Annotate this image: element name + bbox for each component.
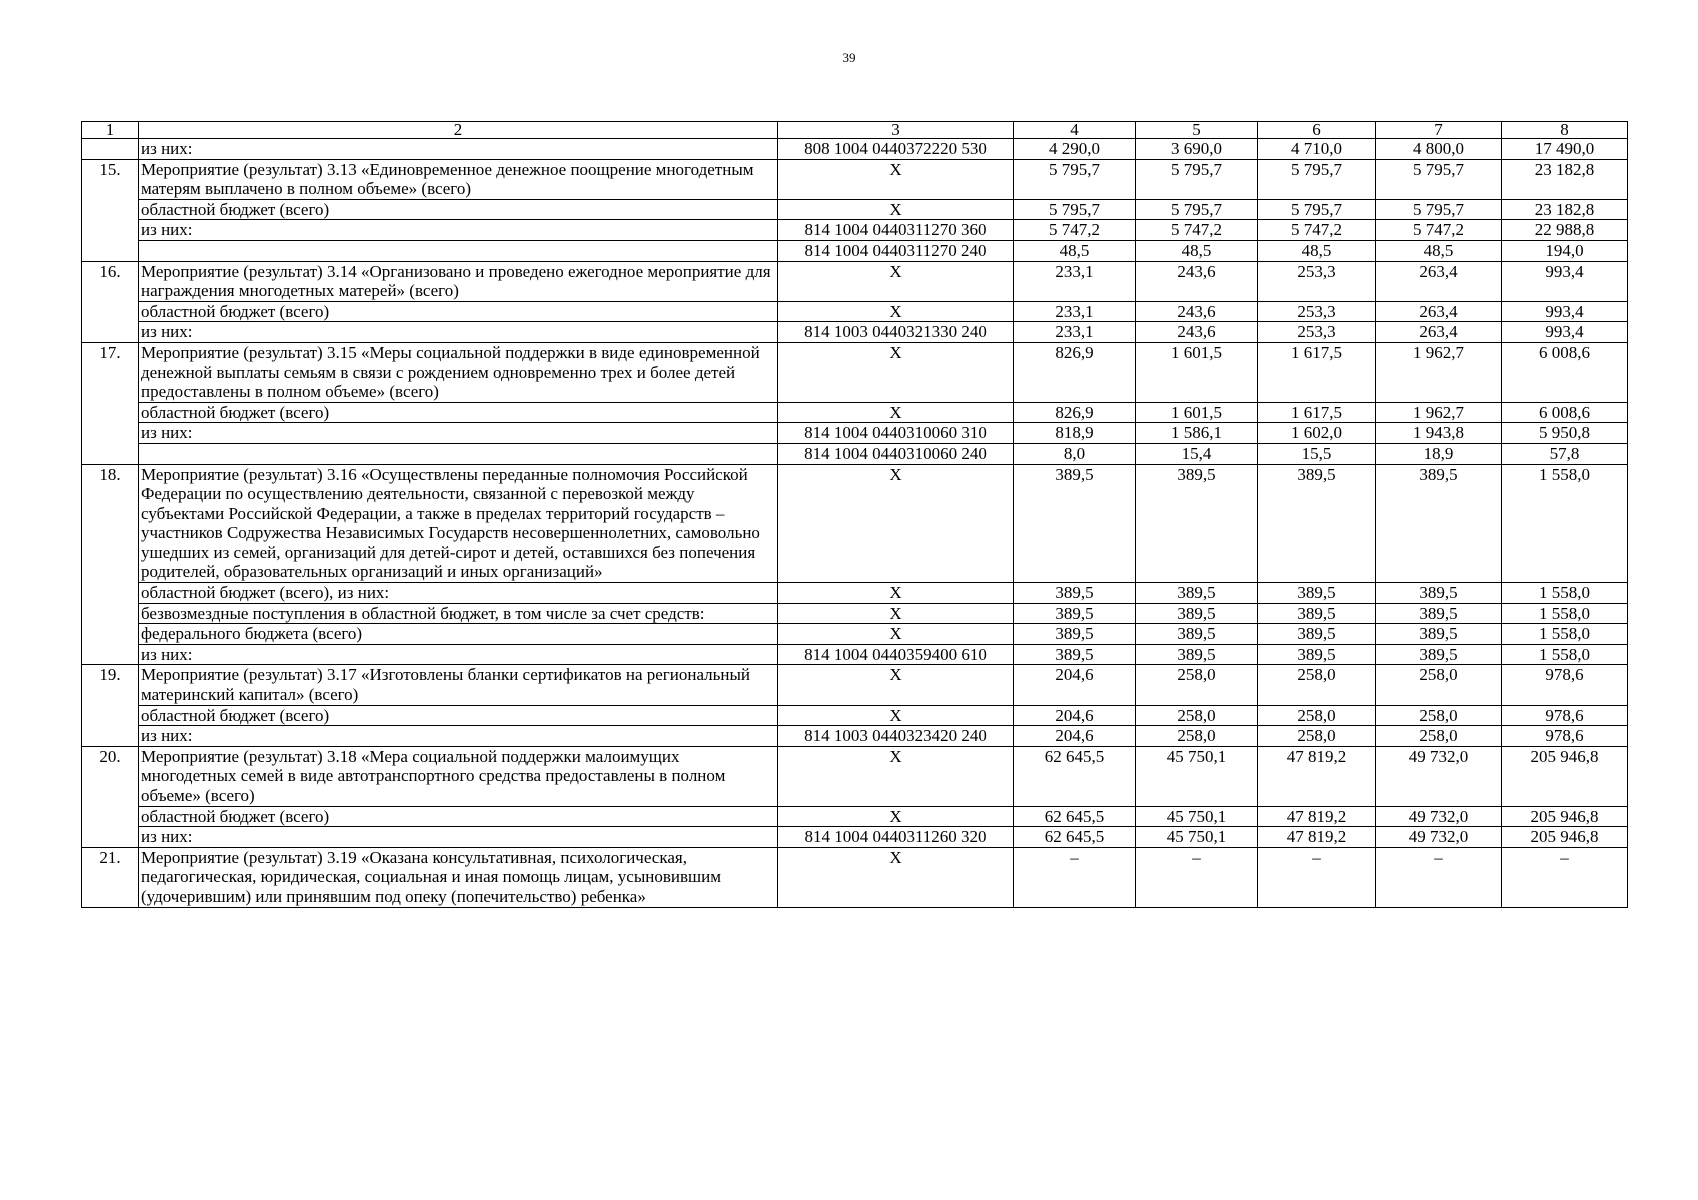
value-cell: 5 795,7 xyxy=(1258,199,1376,220)
value-cell: 389,5 xyxy=(1014,464,1136,583)
table-row xyxy=(82,665,1628,705)
row-label: из них: xyxy=(139,726,778,747)
row-label: Мероприятие (результат) 3.16 «Осуществлены переданные полномочия Российской Федерации по осуществлению деятельности, связанной с перевозкой между субъектами Российской Федерации, а также в пределах территорий государств – участников Содружества Независимых Государств несовершеннолетних, самовольно ушедших из семей, организаций для детей-сирот и детей, оставшихся без попечения родителей, образовательных организаций и иных организаций» xyxy=(139,464,778,583)
value-cell: – xyxy=(1258,847,1376,907)
value-cell: 258,0 xyxy=(1258,665,1376,705)
value-cell: 4 800,0 xyxy=(1376,139,1502,160)
value-cell: 5 795,7 xyxy=(1376,199,1502,220)
table-body xyxy=(82,122,1628,908)
column-header: 1 xyxy=(82,122,139,139)
row-label: областной бюджет (всего) xyxy=(139,705,778,726)
value-cell: 253,3 xyxy=(1258,261,1376,301)
value-cell: 49 732,0 xyxy=(1376,746,1502,806)
value-cell: 47 819,2 xyxy=(1258,746,1376,806)
value-cell: 243,6 xyxy=(1136,301,1258,322)
row-label: из них: xyxy=(139,644,778,665)
budget-code: Х xyxy=(778,583,1014,604)
column-header: 4 xyxy=(1014,122,1136,139)
row-number-cell: 19. xyxy=(82,665,139,746)
value-cell: 389,5 xyxy=(1136,624,1258,645)
value-cell: 1 558,0 xyxy=(1502,583,1628,604)
row-label: федерального бюджета (всего) xyxy=(139,624,778,645)
budget-code: Х xyxy=(778,603,1014,624)
value-cell: 389,5 xyxy=(1014,644,1136,665)
value-cell: 62 645,5 xyxy=(1014,746,1136,806)
budget-code: Х xyxy=(778,199,1014,220)
row-label: Мероприятие (результат) 3.17 «Изготовлены бланки сертификатов на региональный материнский капитал» (всего) xyxy=(139,665,778,705)
value-cell: 1 617,5 xyxy=(1258,402,1376,423)
column-header: 2 xyxy=(139,122,778,139)
value-cell: 258,0 xyxy=(1258,726,1376,747)
column-header: 3 xyxy=(778,122,1014,139)
value-cell: 258,0 xyxy=(1376,726,1502,747)
row-label xyxy=(139,240,778,261)
budget-code: Х xyxy=(778,847,1014,907)
value-cell: 62 645,5 xyxy=(1014,806,1136,827)
value-cell: 233,1 xyxy=(1014,261,1136,301)
value-cell: 45 750,1 xyxy=(1136,746,1258,806)
value-cell: 258,0 xyxy=(1376,705,1502,726)
value-cell: 1 558,0 xyxy=(1502,603,1628,624)
row-label: из них: xyxy=(139,827,778,848)
budget-code: 814 1004 0440310060 310 xyxy=(778,423,1014,444)
budget-code: 814 1004 0440311270 240 xyxy=(778,240,1014,261)
column-header: 8 xyxy=(1502,122,1628,139)
value-cell: 993,4 xyxy=(1502,301,1628,322)
row-label: Мероприятие (результат) 3.18 «Мера социальной поддержки малоимущих многодетных семей в виде автотранспортного средства предоставлены в полном объеме» (всего) xyxy=(139,746,778,806)
row-label: областной бюджет (всего) xyxy=(139,199,778,220)
value-cell: 5 950,8 xyxy=(1502,423,1628,444)
row-number-cell: 16. xyxy=(82,261,139,342)
value-cell: 993,4 xyxy=(1502,261,1628,301)
value-cell: 194,0 xyxy=(1502,240,1628,261)
value-cell: 978,6 xyxy=(1502,665,1628,705)
budget-code: 814 1004 0440311260 320 xyxy=(778,827,1014,848)
value-cell: 5 795,7 xyxy=(1014,159,1136,199)
row-number-cell: 18. xyxy=(82,464,139,665)
value-cell: 1 602,0 xyxy=(1258,423,1376,444)
value-cell: 48,5 xyxy=(1376,240,1502,261)
table-row xyxy=(82,423,1628,444)
value-cell: 5 795,7 xyxy=(1136,159,1258,199)
table-row xyxy=(82,603,1628,624)
value-cell: 389,5 xyxy=(1014,603,1136,624)
value-cell: 258,0 xyxy=(1376,665,1502,705)
budget-code: Х xyxy=(778,464,1014,583)
table-row xyxy=(82,806,1628,827)
value-cell: 6 008,6 xyxy=(1502,402,1628,423)
value-cell: – xyxy=(1136,847,1258,907)
table-row xyxy=(82,139,1628,160)
value-cell: 389,5 xyxy=(1258,583,1376,604)
value-cell: 233,1 xyxy=(1014,322,1136,343)
table-row xyxy=(82,583,1628,604)
column-header: 5 xyxy=(1136,122,1258,139)
budget-code: Х xyxy=(778,705,1014,726)
column-header: 6 xyxy=(1258,122,1376,139)
row-label: областной бюджет (всего), из них: xyxy=(139,583,778,604)
value-cell: 389,5 xyxy=(1136,644,1258,665)
value-cell: 4 710,0 xyxy=(1258,139,1376,160)
value-cell: 6 008,6 xyxy=(1502,342,1628,402)
page-number: 39 xyxy=(842,50,856,65)
value-cell: 1 558,0 xyxy=(1502,624,1628,645)
table-row xyxy=(82,159,1628,199)
value-cell: 5 747,2 xyxy=(1376,220,1502,241)
table-row xyxy=(82,827,1628,848)
value-cell: 243,6 xyxy=(1136,261,1258,301)
value-cell: 5 747,2 xyxy=(1136,220,1258,241)
budget-code: Х xyxy=(778,342,1014,402)
table-row xyxy=(82,746,1628,806)
table-row xyxy=(82,342,1628,402)
value-cell: 389,5 xyxy=(1258,624,1376,645)
value-cell: 263,4 xyxy=(1376,261,1502,301)
budget-code: 814 1004 0440359400 610 xyxy=(778,644,1014,665)
value-cell: 1 962,7 xyxy=(1376,342,1502,402)
value-cell: 18,9 xyxy=(1376,443,1502,464)
value-cell: 5 795,7 xyxy=(1014,199,1136,220)
row-label: из них: xyxy=(139,220,778,241)
table-row xyxy=(82,261,1628,301)
value-cell: 47 819,2 xyxy=(1258,827,1376,848)
row-label: областной бюджет (всего) xyxy=(139,402,778,423)
header-row xyxy=(82,122,1628,139)
budget-code: 808 1004 0440372220 530 xyxy=(778,139,1014,160)
value-cell: 1 586,1 xyxy=(1136,423,1258,444)
value-cell: 48,5 xyxy=(1136,240,1258,261)
value-cell: 4 290,0 xyxy=(1014,139,1136,160)
budget-code: Х xyxy=(778,402,1014,423)
row-label: безвозмездные поступления в областной бюджет, в том числе за счет средств: xyxy=(139,603,778,624)
table-row xyxy=(82,402,1628,423)
budget-code: 814 1004 0440310060 240 xyxy=(778,443,1014,464)
value-cell: – xyxy=(1502,847,1628,907)
value-cell: 45 750,1 xyxy=(1136,827,1258,848)
value-cell: 48,5 xyxy=(1014,240,1136,261)
row-label: из них: xyxy=(139,322,778,343)
value-cell: 1 601,5 xyxy=(1136,402,1258,423)
value-cell: 258,0 xyxy=(1136,665,1258,705)
row-label: Мероприятие (результат) 3.13 «Единовременное денежное поощрение многодетным матерям выплачено в полном объеме» (всего) xyxy=(139,159,778,199)
table-row xyxy=(82,726,1628,747)
value-cell: 8,0 xyxy=(1014,443,1136,464)
row-label xyxy=(139,443,778,464)
value-cell: 49 732,0 xyxy=(1376,827,1502,848)
table-row xyxy=(82,847,1628,907)
value-cell: 1 601,5 xyxy=(1136,342,1258,402)
row-label: из них: xyxy=(139,423,778,444)
value-cell: 5 747,2 xyxy=(1014,220,1136,241)
value-cell: – xyxy=(1376,847,1502,907)
value-cell: 826,9 xyxy=(1014,402,1136,423)
budget-table xyxy=(81,121,1628,908)
value-cell: 389,5 xyxy=(1014,583,1136,604)
value-cell: 205 946,8 xyxy=(1502,827,1628,848)
value-cell: – xyxy=(1014,847,1136,907)
budget-code: Х xyxy=(778,159,1014,199)
budget-code: 814 1003 0440321330 240 xyxy=(778,322,1014,343)
value-cell: 258,0 xyxy=(1136,726,1258,747)
budget-code: Х xyxy=(778,301,1014,322)
value-cell: 3 690,0 xyxy=(1136,139,1258,160)
value-cell: 389,5 xyxy=(1376,624,1502,645)
value-cell: 45 750,1 xyxy=(1136,806,1258,827)
value-cell: 243,6 xyxy=(1136,322,1258,343)
row-number-cell: 20. xyxy=(82,746,139,847)
value-cell: 1 943,8 xyxy=(1376,423,1502,444)
value-cell: 389,5 xyxy=(1014,624,1136,645)
value-cell: 1 617,5 xyxy=(1258,342,1376,402)
budget-code: Х xyxy=(778,806,1014,827)
row-number-cell: 21. xyxy=(82,847,139,907)
value-cell: 204,6 xyxy=(1014,665,1136,705)
value-cell: 263,4 xyxy=(1376,322,1502,343)
row-number-cell: 15. xyxy=(82,159,139,261)
value-cell: 389,5 xyxy=(1376,464,1502,583)
column-header: 7 xyxy=(1376,122,1502,139)
budget-code: 814 1003 0440323420 240 xyxy=(778,726,1014,747)
budget-code: Х xyxy=(778,624,1014,645)
value-cell: 258,0 xyxy=(1136,705,1258,726)
value-cell: 389,5 xyxy=(1258,464,1376,583)
value-cell: 253,3 xyxy=(1258,322,1376,343)
value-cell: 993,4 xyxy=(1502,322,1628,343)
row-label: из них: xyxy=(139,139,778,160)
table-row xyxy=(82,464,1628,583)
value-cell: 205 946,8 xyxy=(1502,746,1628,806)
value-cell: 57,8 xyxy=(1502,443,1628,464)
table-row xyxy=(82,322,1628,343)
value-cell: 389,5 xyxy=(1376,644,1502,665)
value-cell: 5 795,7 xyxy=(1136,199,1258,220)
value-cell: 389,5 xyxy=(1258,603,1376,624)
table-row xyxy=(82,301,1628,322)
budget-code: 814 1004 0440311270 360 xyxy=(778,220,1014,241)
value-cell: 62 645,5 xyxy=(1014,827,1136,848)
value-cell: 389,5 xyxy=(1136,464,1258,583)
row-label: Мероприятие (результат) 3.19 «Оказана консультативная, психологическая, педагогическая, юридическая, социальная и иная помощь лицам, усыновившим (удочерившим) или принявшим под опеку (попечительство) ребенка» xyxy=(139,847,778,907)
value-cell: 1 558,0 xyxy=(1502,464,1628,583)
value-cell: 205 946,8 xyxy=(1502,806,1628,827)
value-cell: 15,4 xyxy=(1136,443,1258,464)
value-cell: 23 182,8 xyxy=(1502,199,1628,220)
row-label: областной бюджет (всего) xyxy=(139,806,778,827)
value-cell: 5 795,7 xyxy=(1258,159,1376,199)
value-cell: 978,6 xyxy=(1502,705,1628,726)
table-row xyxy=(82,705,1628,726)
value-cell: 389,5 xyxy=(1258,644,1376,665)
value-cell: 15,5 xyxy=(1258,443,1376,464)
budget-code: Х xyxy=(778,746,1014,806)
value-cell: 389,5 xyxy=(1136,603,1258,624)
value-cell: 389,5 xyxy=(1376,583,1502,604)
table-row xyxy=(82,644,1628,665)
value-cell: 258,0 xyxy=(1258,705,1376,726)
value-cell: 48,5 xyxy=(1258,240,1376,261)
table-row xyxy=(82,199,1628,220)
value-cell: 263,4 xyxy=(1376,301,1502,322)
row-label: Мероприятие (результат) 3.15 «Меры социальной поддержки в виде единовременной денежной выплаты семьям в связи с рождением одновременно трех и более детей предоставлены в полном объеме» (всего) xyxy=(139,342,778,402)
value-cell: 17 490,0 xyxy=(1502,139,1628,160)
row-label: областной бюджет (всего) xyxy=(139,301,778,322)
value-cell: 204,6 xyxy=(1014,705,1136,726)
table-row xyxy=(82,220,1628,241)
value-cell: 253,3 xyxy=(1258,301,1376,322)
value-cell: 978,6 xyxy=(1502,726,1628,747)
value-cell: 818,9 xyxy=(1014,423,1136,444)
value-cell: 22 988,8 xyxy=(1502,220,1628,241)
value-cell: 5 795,7 xyxy=(1376,159,1502,199)
value-cell: 1 962,7 xyxy=(1376,402,1502,423)
value-cell: 389,5 xyxy=(1136,583,1258,604)
table-row xyxy=(82,443,1628,464)
value-cell: 47 819,2 xyxy=(1258,806,1376,827)
row-number-cell xyxy=(82,139,139,160)
value-cell: 389,5 xyxy=(1376,603,1502,624)
budget-code: Х xyxy=(778,261,1014,301)
value-cell: 23 182,8 xyxy=(1502,159,1628,199)
value-cell: 5 747,2 xyxy=(1258,220,1376,241)
row-label: Мероприятие (результат) 3.14 «Организовано и проведено ежегодное мероприятие для награждения многодетных матерей» (всего) xyxy=(139,261,778,301)
budget-code: Х xyxy=(778,665,1014,705)
table-row xyxy=(82,240,1628,261)
value-cell: 233,1 xyxy=(1014,301,1136,322)
row-number-cell: 17. xyxy=(82,342,139,464)
value-cell: 826,9 xyxy=(1014,342,1136,402)
table-row xyxy=(82,624,1628,645)
value-cell: 204,6 xyxy=(1014,726,1136,747)
value-cell: 49 732,0 xyxy=(1376,806,1502,827)
value-cell: 1 558,0 xyxy=(1502,644,1628,665)
